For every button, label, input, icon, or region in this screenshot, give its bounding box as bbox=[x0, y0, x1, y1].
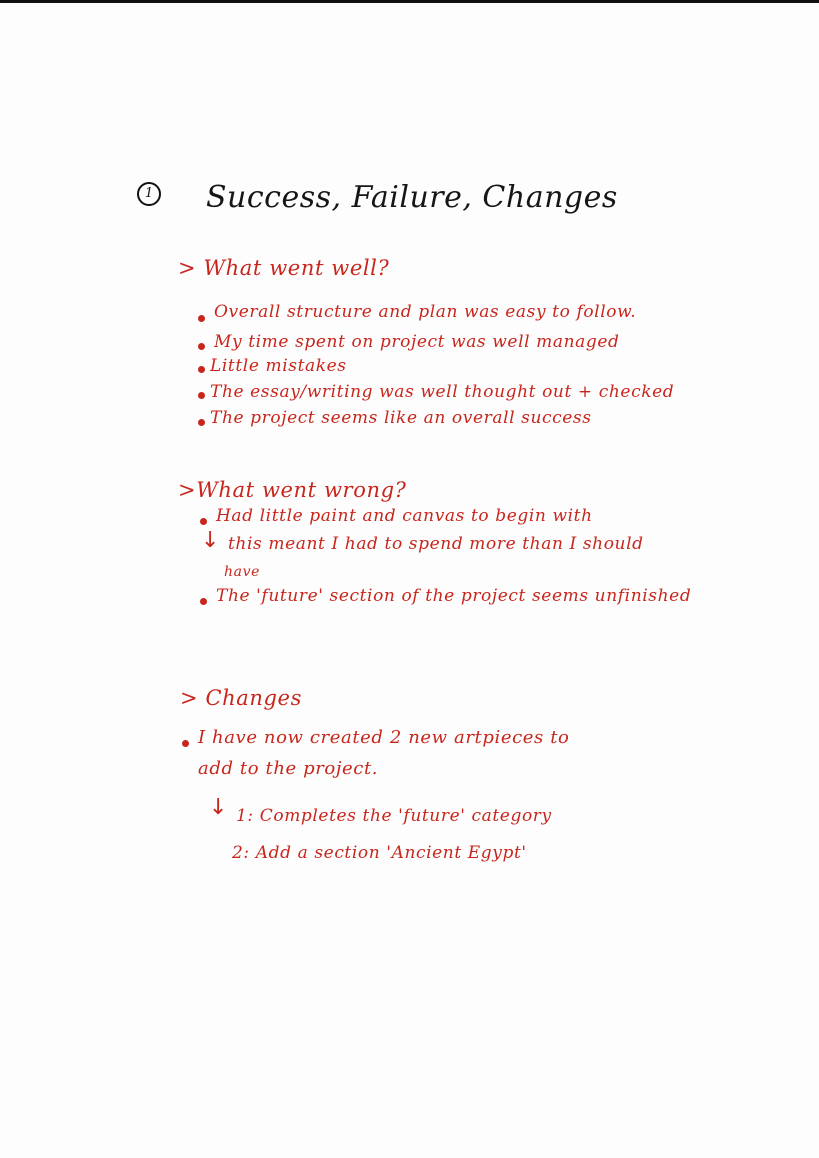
went-well-item-5: The project seems like an overall success bbox=[210, 408, 592, 428]
down-arrow-icon: ↓ bbox=[209, 795, 228, 820]
bullet-dot bbox=[198, 343, 205, 350]
went-wrong-note-line1: this meant I had to spend more than I should bbox=[228, 534, 644, 554]
heading-changes: > Changes bbox=[180, 686, 302, 710]
down-arrow-icon: ↓ bbox=[201, 528, 220, 553]
page-title: Success, Failure, Changes bbox=[206, 180, 618, 215]
bullet-dot bbox=[200, 518, 207, 525]
bullet-dot bbox=[198, 419, 205, 426]
bullet-dot bbox=[198, 392, 205, 399]
went-well-item-1: Overall structure and plan was easy to follow. bbox=[214, 302, 637, 322]
went-well-item-4: The essay/writing was well thought out + checked bbox=[210, 382, 675, 402]
bullet-dot bbox=[198, 315, 205, 322]
changes-sub-item-2: 2: Add a section 'Ancient Egypt' bbox=[232, 843, 527, 863]
heading-went-wrong: >What went wrong? bbox=[178, 478, 407, 502]
went-well-item-3: Little mistakes bbox=[210, 356, 347, 376]
went-wrong-item-1: Had little paint and canvas to begin with bbox=[216, 506, 593, 526]
went-wrong-item-2: The 'future' section of the project seems unfinished bbox=[216, 586, 692, 606]
changes-item-line1: I have now created 2 new artpieces to bbox=[198, 727, 570, 748]
went-well-item-2: My time spent on project was well managed bbox=[214, 332, 620, 352]
changes-sub-item-1: 1: Completes the 'future' category bbox=[236, 806, 552, 826]
heading-went-well: > What went well? bbox=[178, 256, 390, 280]
went-wrong-note-line2: have bbox=[224, 564, 260, 580]
changes-item-line2: add to the project. bbox=[198, 758, 379, 779]
bullet-dot bbox=[200, 598, 207, 605]
scan-top-edge bbox=[0, 0, 819, 3]
page-number-circle: 1 bbox=[137, 182, 161, 206]
bullet-dot bbox=[182, 740, 189, 747]
bullet-dot bbox=[198, 366, 205, 373]
